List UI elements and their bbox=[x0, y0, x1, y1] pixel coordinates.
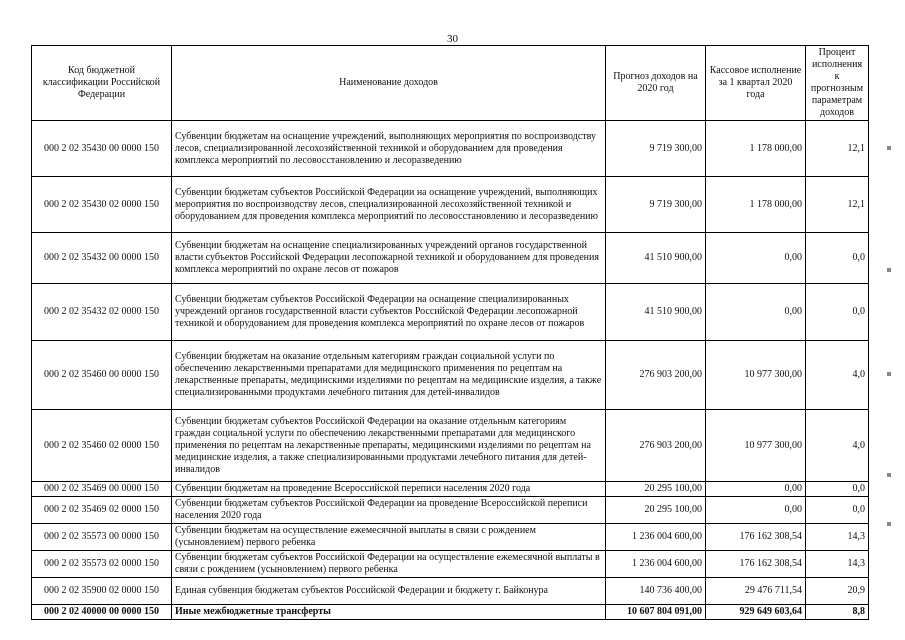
row-name: Субвенции бюджетам субъектов Российской Федерации на осуществление ежемесячной выплаты в связи с рождением (усыновлением) первого ребенка bbox=[172, 551, 606, 578]
row-executed: 1 178 000,00 bbox=[706, 177, 806, 233]
table-row bbox=[32, 177, 869, 233]
row-name: Субвенции бюджетам субъектов Российской Федерации на оказание отдельным категориям граждан социальной услуги по обеспечению лекарственными препаратами для медицинского применения по рецептам на лекарственные препараты, медицинскими изделиями по рецептам на медицинские изделия, а также специализированными продуктами лечебного питания для детей-инвалидов bbox=[172, 410, 606, 482]
table-header-row bbox=[32, 46, 869, 121]
table-row bbox=[32, 410, 869, 482]
row-forecast: 276 903 200,00 bbox=[606, 410, 706, 482]
row-executed: 0,00 bbox=[706, 233, 806, 284]
table-row bbox=[32, 482, 869, 497]
row-code: 000 2 02 35460 00 0000 150 bbox=[32, 341, 172, 410]
header-code: Код бюджетной классификации Российской Федерации bbox=[32, 46, 172, 121]
row-code: 000 2 02 35900 02 0000 150 bbox=[32, 578, 172, 605]
total-forecast: 10 607 804 091,00 bbox=[606, 605, 706, 620]
row-code: 000 2 02 35430 02 0000 150 bbox=[32, 177, 172, 233]
total-name: Иные межбюджетные трансферты bbox=[172, 605, 606, 620]
header-name: Наименование доходов bbox=[172, 46, 606, 121]
row-percent: 0,0 bbox=[806, 233, 869, 284]
row-percent: 20,9 bbox=[806, 578, 869, 605]
page-number: 30 bbox=[447, 33, 458, 45]
table-row bbox=[32, 284, 869, 341]
total-code: 000 2 02 40000 00 0000 150 bbox=[32, 605, 172, 620]
row-executed: 10 977 300,00 bbox=[706, 410, 806, 482]
row-forecast: 41 510 900,00 bbox=[606, 284, 706, 341]
row-percent: 0,0 bbox=[806, 497, 869, 524]
row-name: Субвенции бюджетам на осуществление ежемесячной выплаты в связи с рождением (усыновлением) первого ребенка bbox=[172, 524, 606, 551]
row-code: 000 2 02 35469 02 0000 150 bbox=[32, 497, 172, 524]
row-percent: 12,1 bbox=[806, 177, 869, 233]
table-row bbox=[32, 578, 869, 605]
row-forecast: 9 719 300,00 bbox=[606, 177, 706, 233]
total-percent: 8,8 bbox=[806, 605, 869, 620]
header-forecast: Прогноз доходов на 2020 год bbox=[606, 46, 706, 121]
row-executed: 0,00 bbox=[706, 497, 806, 524]
row-executed: 0,00 bbox=[706, 284, 806, 341]
row-executed: 0,00 bbox=[706, 482, 806, 497]
row-percent: 0,0 bbox=[806, 482, 869, 497]
row-forecast: 20 295 100,00 bbox=[606, 497, 706, 524]
row-code: 000 2 02 35432 00 0000 150 bbox=[32, 233, 172, 284]
row-forecast: 276 903 200,00 bbox=[606, 341, 706, 410]
total-row bbox=[32, 605, 869, 620]
row-name: Единая субвенция бюджетам субъектов Российской Федерации и бюджету г. Байконура bbox=[172, 578, 606, 605]
row-percent: 12,1 bbox=[806, 121, 869, 177]
total-executed: 929 649 603,64 bbox=[706, 605, 806, 620]
scan-margin-mark bbox=[887, 146, 891, 150]
row-name: Субвенции бюджетам на оказание отдельным категориям граждан социальной услуги по обеспечению лекарственными препаратами для медицинского применения по рецептам на лекарственные препараты, медицинскими изделиями по рецептам на медицинские изделия, а также специализированными продуктами лечебного питания для детей-инвалидов bbox=[172, 341, 606, 410]
row-executed: 29 476 711,54 bbox=[706, 578, 806, 605]
row-name: Субвенции бюджетам на оснащение специализированных учреждений органов государственной власти субъектов Российской Федерации лесопожарной техникой и оборудованием для проведения комплекса мероприятий по охране лесов от пожаров bbox=[172, 233, 606, 284]
row-code: 000 2 02 35573 02 0000 150 bbox=[32, 551, 172, 578]
row-percent: 14,3 bbox=[806, 524, 869, 551]
scan-margin-mark bbox=[887, 268, 891, 272]
header-executed: Кассовое исполнение за 1 квартал 2020 года bbox=[706, 46, 806, 121]
row-name: Субвенции бюджетам субъектов Российской Федерации на оснащение учреждений, выполняющих мероприятия по воспроизводству лесов, специализированной лесохозяйственной техникой и оборудованием для проведения комплекса мероприятий по лесовосстановлению и лесоразведению bbox=[172, 177, 606, 233]
revenue-table bbox=[31, 45, 869, 620]
row-name: Субвенции бюджетам на оснащение учреждений, выполняющих мероприятия по воспроизводству лесов, специализированной лесохозяйственной техникой и оборудованием для проведения комплекса мероприятий по лесовосстановлению и лесоразведению bbox=[172, 121, 606, 177]
row-forecast: 1 236 004 600,00 bbox=[606, 524, 706, 551]
row-code: 000 2 02 35432 02 0000 150 bbox=[32, 284, 172, 341]
row-forecast: 9 719 300,00 bbox=[606, 121, 706, 177]
row-executed: 1 178 000,00 bbox=[706, 121, 806, 177]
table-row bbox=[32, 524, 869, 551]
row-code: 000 2 02 35573 00 0000 150 bbox=[32, 524, 172, 551]
row-percent: 4,0 bbox=[806, 341, 869, 410]
row-name: Субвенции бюджетам на проведение Всероссийской переписи населения 2020 года bbox=[172, 482, 606, 497]
row-percent: 0,0 bbox=[806, 284, 869, 341]
scan-margin-mark bbox=[887, 473, 891, 477]
row-forecast: 20 295 100,00 bbox=[606, 482, 706, 497]
row-code: 000 2 02 35469 00 0000 150 bbox=[32, 482, 172, 497]
table-row bbox=[32, 341, 869, 410]
header-percent: Процент исполнения к прогнозным параметрам доходов bbox=[806, 46, 869, 121]
table-row bbox=[32, 551, 869, 578]
row-forecast: 1 236 004 600,00 bbox=[606, 551, 706, 578]
row-forecast: 140 736 400,00 bbox=[606, 578, 706, 605]
row-executed: 10 977 300,00 bbox=[706, 341, 806, 410]
scan-margin-mark bbox=[887, 522, 891, 526]
row-forecast: 41 510 900,00 bbox=[606, 233, 706, 284]
row-percent: 4,0 bbox=[806, 410, 869, 482]
table-row bbox=[32, 121, 869, 177]
scan-margin-mark bbox=[887, 372, 891, 376]
row-code: 000 2 02 35460 02 0000 150 bbox=[32, 410, 172, 482]
row-name: Субвенции бюджетам субъектов Российской Федерации на оснащение специализированных учреждений органов государственной власти субъектов Российской Федерации лесопожарной техникой и оборудованием для проведения комплекса мероприятий по охране лесов от пожаров bbox=[172, 284, 606, 341]
row-executed: 176 162 308,54 bbox=[706, 551, 806, 578]
table-row bbox=[32, 233, 869, 284]
row-percent: 14,3 bbox=[806, 551, 869, 578]
row-executed: 176 162 308,54 bbox=[706, 524, 806, 551]
row-code: 000 2 02 35430 00 0000 150 bbox=[32, 121, 172, 177]
table-row bbox=[32, 497, 869, 524]
row-name: Субвенции бюджетам субъектов Российской Федерации на проведение Всероссийской переписи населения 2020 года bbox=[172, 497, 606, 524]
